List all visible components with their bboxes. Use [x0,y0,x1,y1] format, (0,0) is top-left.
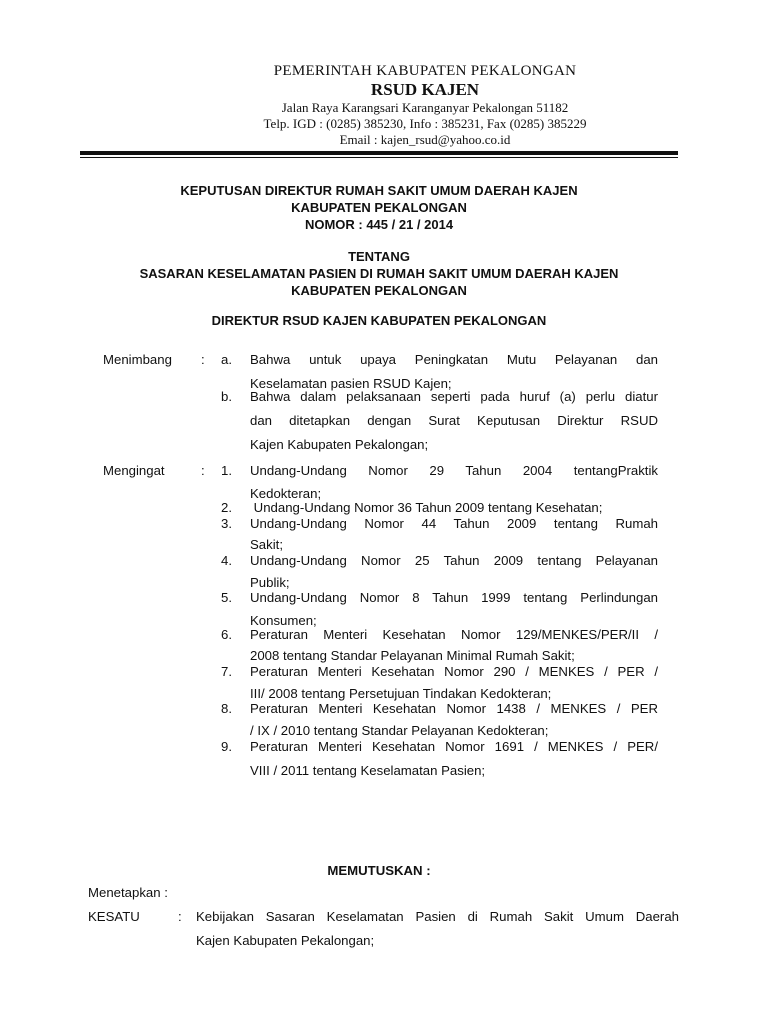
decree-subject [80,248,678,299]
hospital-address: Jalan Raya Karangsari Karanganyar Pekalongan 51182 [281,100,569,115]
item-number: a. [221,352,232,367]
item-number: 6. [221,627,232,642]
item-text-cont: 2008 tentang Standar Pelayanan Minimal Rumah Sakit; [250,648,575,663]
hospital-name: RSUD KAJEN [370,80,480,99]
item-text-cont: Kajen Kabupaten Pekalongan; [250,437,429,452]
item-number: 2. [221,500,232,515]
item-text: Bahwa untuk upaya Peningkatan Mutu Pelayanan dan [250,352,658,367]
hospital-email: Email : kajen_rsud@yahoo.co.id [339,132,511,147]
menimbang-label: Menimbang [103,352,172,367]
item-text: Peraturan Menteri Kesehatan Nomor 1691 / MENKES / PER/ [250,739,658,754]
item-text: Undang-Undang Nomor 25 Tahun 2009 tentang Pelayanan [250,553,658,568]
letterhead [180,62,670,148]
item-number: 9. [221,739,232,754]
item-text: Peraturan Menteri Kesehatan Nomor 290 / MENKES / PER / [250,664,658,679]
kesatu-text: Kebijakan Sasaran Keselamatan Pasien di Rumah Sakit Umum Daerah [196,909,679,924]
letterhead-divider [80,151,678,155]
decree-about: TENTANG [348,249,410,264]
item-number: 7. [221,664,232,679]
item-text: Undang-Undang Nomor 8 Tahun 1999 tentang Perlindungan [250,590,658,605]
decree-director: DIREKTUR RSUD KAJEN KABUPATEN PEKALONGAN [211,313,547,328]
item-text: Undang-Undang Nomor 44 Tahun 2009 tentang Rumah [250,516,658,531]
item-text: Peraturan Menteri Kesehatan Nomor 1438 / MENKES / PER [250,701,658,716]
item-text: Peraturan Menteri Kesehatan Nomor 129/MENKES/PER/II / [250,627,658,642]
letterhead-divider-thin [80,157,678,158]
item-text-cont: Konsumen; [250,613,317,628]
item-text: Bahwa dalam pelaksanaan seperti pada huruf (a) perlu diatur [250,389,658,404]
decree-line-1: KEPUTUSAN DIREKTUR RUMAH SAKIT UMUM DAERAH KAJEN [180,183,578,198]
item-text: Undang-Undang Nomor 36 Tahun 2009 tentang Kesehatan; [250,500,603,515]
item-text: Undang-Undang Nomor 29 Tahun 2004 tentangPraktik [250,463,658,478]
decree-subject-line-1: SASARAN KESELAMATAN PASIEN DI RUMAH SAKIT UMUM DAERAH KAJEN [139,266,619,281]
mengingat-label: Mengingat [103,463,165,478]
kesatu-label: KESATU [88,909,140,924]
hospital-phone: Telp. IGD : (0285) 385230, Info : 385231, Fax (0285) 385229 [263,116,587,131]
kesatu-colon: : [178,909,182,924]
item-number: 8. [221,701,232,716]
item-text-cont: Publik; [250,575,290,590]
item-text-cont: Sakit; [250,537,283,552]
item-number: b. [221,389,232,404]
decree-line-2: KABUPATEN PEKALONGAN [291,200,467,215]
item-text-cont: / IX / 2010 tentang Standar Pelayanan Kedokteran; [250,723,549,738]
item-number: 5. [221,590,232,605]
item-text-cont: Kedokteran; [250,486,322,501]
kesatu-text-cont: Kajen Kabupaten Pekalongan; [196,933,375,948]
item-text-cont: dan ditetapkan dengan Surat Keputusan Direktur RSUD [250,413,658,428]
decree-title [80,182,678,233]
item-text-cont: III/ 2008 tentang Persetujuan Tindakan Kedokteran; [250,686,552,701]
item-number: 4. [221,553,232,568]
item-number: 1. [221,463,232,478]
item-number: 3. [221,516,232,531]
memutuskan-heading: MEMUTUSKAN : [327,863,431,878]
menetapkan-label: Menetapkan : [88,885,168,900]
mengingat-colon: : [201,463,205,478]
item-text-cont: VIII / 2011 tentang Keselamatan Pasien; [250,763,486,778]
menimbang-colon: : [201,352,205,367]
decree-number: NOMOR : 445 / 21 / 2014 [304,217,454,232]
government-name: PEMERINTAH KABUPATEN PEKALONGAN [273,63,577,79]
item-text-cont: Keselamatan pasien RSUD Kajen; [250,376,452,391]
decree-subject-line-2: KABUPATEN PEKALONGAN [291,283,467,298]
